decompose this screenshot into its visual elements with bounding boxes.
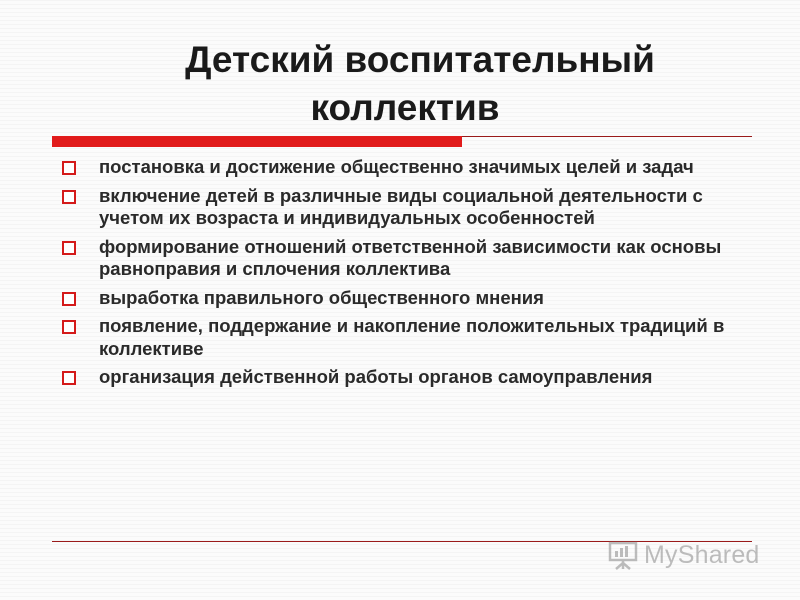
hollow-square-icon — [62, 292, 76, 306]
bullet-text: организация действенной работы органов самоуправления — [99, 366, 653, 387]
bullet-item — [62, 156, 742, 179]
bullet-item — [62, 287, 742, 310]
hollow-square-icon — [62, 190, 76, 204]
bullet-text: постановка и достижение общественно значимых целей и задач — [99, 156, 694, 177]
bullet-item — [62, 236, 742, 281]
title-accent-bar — [52, 136, 462, 147]
slide-title — [100, 36, 740, 132]
bullet-text: включение детей в различные виды социальной деятельности с учетом их возраста и индивидуальных особенностей — [99, 184, 703, 228]
bullet-text: формирование отношений ответственной зависимости как основы равноправия и сплочения коллектива — [99, 235, 722, 279]
bullet-text: выработка правильного общественного мнения — [99, 286, 544, 308]
bullet-list — [62, 156, 742, 395]
bullet-text: появление, поддержание и накопление положительных традиций в коллективе — [99, 315, 725, 359]
hollow-square-icon — [62, 320, 76, 334]
hollow-square-icon — [62, 241, 76, 255]
hollow-square-icon — [62, 161, 76, 175]
watermark-text: MyShared — [644, 540, 760, 569]
bullet-item — [62, 185, 742, 230]
slide-title-line2: коллектив — [310, 87, 500, 128]
bullet-item — [62, 315, 742, 360]
watermark — [607, 537, 760, 573]
hollow-square-icon — [62, 371, 76, 385]
slide-title-line1: Детский воспитательный — [185, 39, 655, 80]
presentation-board-icon — [607, 538, 641, 572]
bullet-item — [62, 366, 742, 389]
